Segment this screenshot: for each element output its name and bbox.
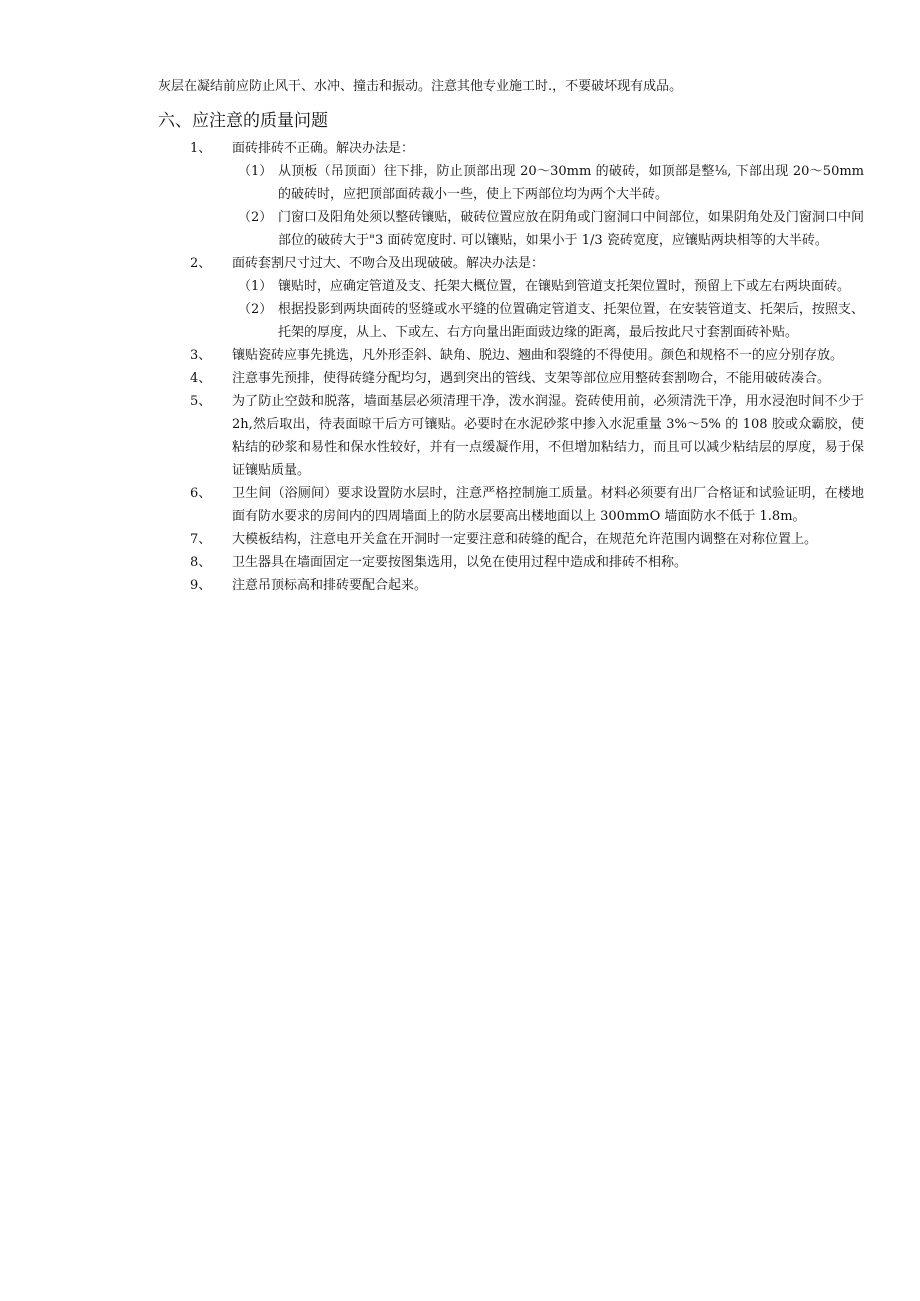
item-text: 注意事先预排，使得砖缝分配均匀，遇到突出的管线、支架等部位应用整砖套割吻合，不能用破砖凑合。	[232, 371, 831, 386]
sub-item-number: （2）	[238, 302, 273, 317]
item-text: 大模板结构，注意电开关盒在开洞时一定要注意和砖缝的配合，在规范允许范围内调整在对称位置上。	[232, 532, 818, 547]
quality-issues-list	[0, 137, 920, 597]
item-number: 6、	[190, 486, 212, 501]
list-item	[0, 574, 920, 597]
item-text: 注意吊顶标高和排砖要配合起来。	[232, 578, 428, 593]
item-number: 1、	[190, 141, 212, 156]
item-text: 卫生器具在墙面固定一定要按图集选用，以免在使用过程中造成和排砖不相称。	[232, 555, 688, 570]
list-item	[0, 137, 920, 160]
sub-item-text: 从顶板（吊顶面）往下排，防止顶部出现 20～30mm 的破砖，如顶部是整⅛, 下部出现 20～50mm 的破砖时，应把顶部面砖裁小一些，使上下两部位均为两个大半砖。	[278, 164, 864, 202]
item-text: 卫生间（浴厕间）要求设置防水层时，注意严格控制施工质量。材料必须要有出厂合格证和试验证明，在楼地面有防水要求的房间内的四周墙面上的防水层要高出楼地面以上 300mmO 墙面防水不低于 1.8m。	[232, 486, 864, 524]
item-number: 4、	[190, 371, 212, 386]
item-number: 7、	[190, 532, 212, 547]
sub-item	[0, 206, 920, 252]
intro-paragraph: 灰层在凝结前应防止风干、水冲、撞击和振动。注意其他专业施工时.，不要破坏现有成品。	[158, 79, 683, 94]
list-item	[0, 367, 920, 390]
item-text: 为了防止空鼓和脱落，墙面基层必须清理干净，泼水润湿。瓷砖使用前，必须清洗干净，用水浸泡时间不少于 2h,然后取出，待表面晾干后方可镶贴。必要时在水泥砂浆中掺入水泥重量 3%～5% 的 108 胶或众霸胶，使粘结的砂浆和易性和保水性较好，并有一点缓凝作用，不但增加粘结力，而且可以减少粘结层的厚度，易于保证镶贴质量。	[232, 394, 864, 478]
list-item	[0, 528, 920, 551]
sub-item-text: 镶贴时，应确定管道及支、托架大概位置，在镶贴到管道支托架位置时，预留上下或左右两块面砖。	[278, 279, 851, 294]
item-number: 9、	[190, 578, 212, 593]
section-heading: 六、应注意的质量问题	[158, 111, 328, 131]
sub-item	[0, 160, 920, 206]
sub-item-number: （1）	[238, 164, 273, 179]
item-number: 2、	[190, 256, 212, 271]
sub-item-text: 门窗口及阳角处须以整砖镶贴，破砖位置应放在阴角或门窗洞口中间部位，如果阴角处及门窗洞口中间部位的破砖大于"3 面砖宽度时. 可以镶贴，如果小于 1/3 瓷砖宽度，应镶贴两块相等的大半砖。	[278, 210, 864, 248]
sub-item	[0, 298, 920, 344]
item-number: 8、	[190, 555, 212, 570]
item-text: 面砖套割尺寸过大、不吻合及出现破破。解决办法是：	[232, 256, 545, 271]
list-item	[0, 252, 920, 275]
list-item	[0, 551, 920, 574]
item-number: 3、	[190, 348, 212, 363]
item-text: 面砖排砖不正确。解决办法是：	[232, 141, 415, 156]
sub-item-number: （2）	[238, 210, 273, 225]
sub-item-text: 根据投影到两块面砖的竖缝或水平缝的位置确定管道支、托架位置，在安装管道支、托架后，按照支、托架的厚度，从上、下或左、右方向量出距面豉边缘的距离，最后按此尺寸套割面砖补贴。	[278, 302, 864, 340]
list-item	[0, 390, 920, 482]
sub-item-number: （1）	[238, 279, 273, 294]
item-text: 镶贴瓷砖应事先挑选，凡外形歪斜、缺角、脱边、翘曲和裂缝的不得使用。颜色和规格不一的应分别存放。	[232, 348, 844, 363]
list-item	[0, 482, 920, 528]
sub-item	[0, 275, 920, 298]
item-number: 5、	[190, 394, 212, 409]
list-item	[0, 344, 920, 367]
